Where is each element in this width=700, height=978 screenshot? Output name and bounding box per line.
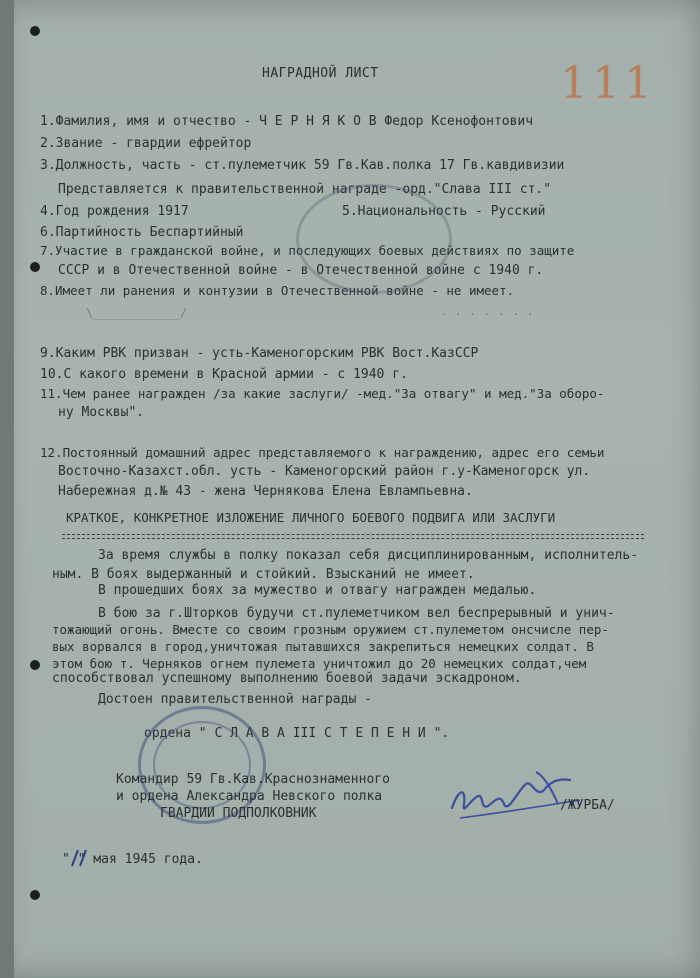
field-birth-year: 4.Год рождения 1917 — [40, 204, 189, 219]
field-full-name: 1.Фамилия, имя и отчество - Ч Е Р Н Я К О В Федор Ксенофонтович — [40, 114, 534, 129]
field-war-participation: 7.Участие в гражданской войне, и последующих боевых действиях по защите — [40, 243, 575, 258]
field-previous-awards-cont: ну Москвы". — [58, 405, 145, 420]
field-party: 6.Партийность Беспартийный — [40, 225, 244, 240]
bleed-through-mark: \____________/ — [86, 306, 188, 320]
field-enlistment-office: 9.Каким РВК призван - усть-Каменогорским РВК Вост.КазССР — [40, 346, 479, 361]
punch-hole — [30, 26, 40, 36]
feat-text-line: этом бою т. Черняков огнем пулемета уничтожил до 20 немецких солдат,чем — [52, 656, 587, 671]
field-war-participation-cont: СССР и в Отечественной войне - в Отечественной войне с 1940 г. — [58, 263, 544, 278]
feat-heading: КРАТКОЕ, КОНКРЕТНОЕ ИЗЛОЖЕНИЕ ЛИЧНОГО БОЕВОГО ПОДВИГА ИЛИ ЗАСЛУГИ — [66, 510, 556, 525]
faded-stamp — [296, 184, 452, 294]
feat-text-line: тожающий огонь. Вместе со своим грозным оружием ст.пулеметом онсчисле пер- — [52, 622, 609, 637]
feat-text-line: За время службы в полку показал себя дисциплинированным, исполнитель- — [98, 548, 639, 563]
document-date: " " мая 1945 года. — [62, 852, 203, 867]
punch-hole — [30, 890, 40, 900]
feat-text-line: В прошедших боях за мужество и отвагу награжден медалью. — [98, 583, 537, 598]
sheet-edge — [0, 0, 14, 978]
commander-rank: ГВАРДИИ ПОДПОЛКОВНИК — [160, 806, 317, 821]
field-home-address-cont: Набережная д.№ 43 - жена Чернякова Елена Евлампьевна. — [58, 484, 473, 499]
page-number-mark: 111 — [560, 58, 656, 109]
signer-name: /ЖУРБА/ — [560, 798, 615, 813]
handwritten-signature — [440, 760, 600, 830]
field-home-address-cont: Восточно-Казахст.обл. усть - Каменогорский район г.у-Каменогорск ул. — [58, 464, 591, 479]
punch-hole — [30, 262, 40, 272]
feat-text-line: ным. В боях выдержанный и стойкий. Взысканий не имеет. — [52, 567, 475, 582]
field-award-proposal: Представляется к правительственной награде -орд."Слава III ст." — [58, 182, 552, 197]
field-rank: 2.Звание - гвардии ефрейтор — [40, 136, 252, 151]
field-position: 3.Должность, часть - ст.пулеметчик 59 Гв.Кав.полка 17 Гв.кавдивизии — [40, 158, 565, 173]
punch-hole — [30, 660, 40, 670]
feat-heading-rule — [62, 534, 644, 535]
field-service-since: 10.С какого времени в Красной армии - с 1940 г. — [40, 367, 408, 382]
field-wounds: 8.Имеет ли ранения и контузии в Отечественной войне - не имеет. — [40, 283, 515, 298]
field-nationality: 5.Национальность - Русский — [342, 204, 546, 219]
feat-text-line: В бою за г.Шторков будучи ст.пулеметчиком вел беспрерывный и унич- — [98, 606, 615, 621]
document-title: НАГРАДНОЙ ЛИСТ — [262, 66, 379, 81]
commander-title-line: Командир 59 Гв.Кав.Краснознаменного — [116, 772, 390, 787]
field-home-address: 12.Постоянный домашний адрес представляемого к награждению, адрес его семьи — [40, 445, 605, 460]
commander-title-line: и ордена Александра Невского полка — [116, 789, 383, 804]
feat-text-line: способствовал успешному выполнению боевой задачи эскадроном. — [52, 671, 522, 686]
feat-text-line: вых ворвался в город,уничтожая пытавшихся закрепиться немецких солдат. В — [52, 639, 594, 654]
award-line: ордена " С Л А В А III С Т Е П Е Н И ". — [144, 726, 450, 741]
feat-text-line: Достоен правительственной награды - — [98, 692, 372, 707]
handwritten-day-mark — [64, 846, 94, 870]
feat-heading-rule — [62, 538, 644, 539]
bleed-through-mark: . . . . . . . — [440, 304, 534, 318]
field-previous-awards: 11.Чем ранее награжден /за какие заслуги/ -мед."За отвагу" и мед."За оборо- — [40, 386, 605, 401]
